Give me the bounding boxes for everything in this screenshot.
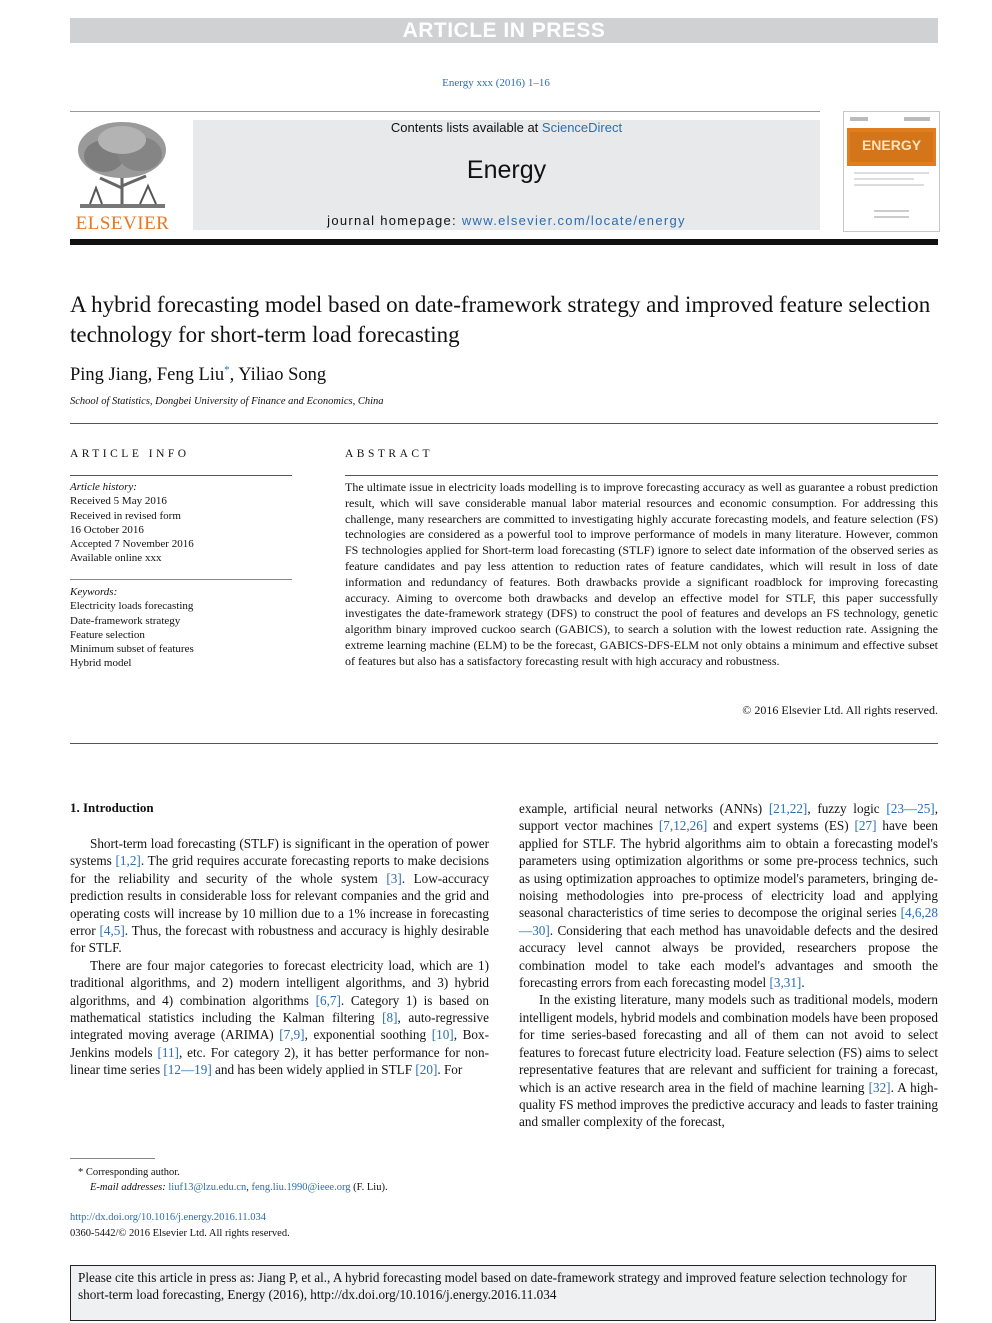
affiliation: School of Statistics, Dongbei University of Finance and Economics, China (70, 396, 384, 407)
ref-link[interactable]: [4,6,28—30] (519, 905, 938, 938)
keywords (70, 585, 292, 671)
keyword: Electricity loads forecasting (70, 600, 194, 613)
footnote-mark: * (78, 1167, 84, 1178)
contents-line (193, 120, 820, 135)
contents-prefix: Contents lists available at (390, 120, 542, 135)
history-item: Received 5 May 2016 (70, 495, 167, 508)
authors-first: Ping Jiang, Feng Liu (70, 365, 225, 386)
ref-link[interactable]: [3,31] (769, 975, 802, 991)
journal-cover[interactable] (843, 111, 940, 232)
right-column (519, 800, 938, 1131)
ref-link[interactable]: [3] (386, 870, 402, 886)
header-rule (70, 111, 820, 112)
intro-paragraph-2-cont: example, artificial neural networks (ANNs) [21,22], fuzzy logic [23—25], support vector machines [7,12,26] and expert systems (ES) [27] have been applied for STLF. The hybrid algorithms aim to obtain a forecasting model's parameters using optimization algorithms or some pre-process technics, such as using optimization approaches to optimize model's parameters, bringing de-noising methodologies into pre-process of electricity load and applying seasonal characteristics of time series to decompose the original series [4,6,28—30]. Considering that each method has unavoidable defects and the desired accuracy level cannot always be provided, researchers propose the combination model to take each model's advantages and smooth the forecasting errors from each forecasting model [3,31]. (519, 801, 938, 991)
ref-link[interactable]: [10] (431, 1027, 454, 1043)
ref-link[interactable]: [7,12,26] (658, 818, 708, 834)
ref-link[interactable]: [32] (868, 1079, 891, 1095)
abstract-heading: ABSTRACT (345, 448, 434, 460)
keyword: Feature selection (70, 628, 145, 641)
corresponding-author-note: Corresponding author. (83, 1167, 180, 1178)
ref-link[interactable]: [23—25] (886, 801, 935, 816)
ref-link[interactable]: [1,2] (115, 853, 141, 869)
ref-link[interactable]: [27] (854, 818, 877, 834)
intro-paragraph-2: There are four major categories to forecast electricity load, which are 1) traditional algorithms, and 2) modern intelligent algorithms, and 3) hybrid algorithms, and 4) combination algorithms [6,7]. Category 1) is based on mathematical statistics including the Kalman filtering [8], auto-regressive integrated moving average (ARIMA) [7,9], exponential soothing [10], Box-Jenkins models [11], etc. For category 2), it has better performance for non-linear time series [12—19] and has been widely applied in STLF [20]. For (70, 957, 489, 1078)
history-item: Received in revised form (70, 509, 181, 522)
section-heading-introduction: 1. Introduction (70, 800, 154, 815)
keyword: Date-framework strategy (70, 614, 181, 627)
ref-link[interactable]: [20] (415, 1062, 438, 1078)
journal-reference[interactable]: Energy xxx (2016) 1–16 (442, 77, 550, 89)
intro-paragraph-3: In the existing literature, many models such as traditional models, modern intelligent models, hybrid models and combination models have been proposed for time series-based forecasting and all of them can not avoid to select features to forecast future electricity load. Feature selection (FS) aims to select representative features that are relevant and sufficient for training a forecast, which is an active research area in the field of machine learning [32]. A high-quality FS method improves the predictive accuracy and leads to faster training and smaller complexity of the forecast, (519, 992, 938, 1130)
keywords-label: Keywords: (70, 586, 118, 598)
doi-link[interactable]: http://dx.doi.org/10.1016/j.energy.2016.11.034 (70, 1212, 266, 1223)
doi-block (70, 1210, 290, 1242)
article-info-rule (70, 475, 292, 476)
cover-word: ENERGY (861, 137, 922, 153)
footnote-rule (70, 1158, 155, 1159)
article-info-heading: ARTICLE INFO (70, 448, 190, 460)
history-label: Article history: (70, 481, 137, 493)
homepage-prefix: journal homepage: (327, 213, 462, 228)
ref-link[interactable]: [21,22] (768, 801, 808, 816)
ref-link[interactable]: [6,7] (315, 992, 341, 1008)
keyword: Minimum subset of features (70, 643, 194, 656)
issn-copyright: 0360-5442/© 2016 Elsevier Ltd. All rights reserved. (70, 1228, 290, 1239)
journal-title: Energy (466, 156, 547, 184)
footnote: * Corresponding author. E-mail addresses: liuf13@lzu.edu.cn, feng.liu.1990@ieee.org (F. Liu). (78, 1167, 388, 1193)
ref-link[interactable]: [4,5] (99, 923, 125, 939)
citation-box: Please cite this article in press as: Jiang P, et al., A hybrid forecasting model based on date-framework strategy and improved feature selection technology for short-term load forecasting, Energy (2016), http://dx.doi.org/10.1016/j.energy.2016.11.034 (70, 1265, 936, 1321)
history-item: Accepted 7 November 2016 (70, 538, 194, 551)
ref-link[interactable]: [8] (382, 1010, 398, 1026)
history-item: 16 October 2016 (70, 523, 144, 536)
ref-link[interactable]: [12—19] (163, 1062, 212, 1078)
header-thick-rule (70, 239, 938, 245)
abstract-text: The ultimate issue in electricity loads modelling is to improve forecasting accuracy as well as guarantee a robust prediction result, which will save considerable manual labor material resources and economic consumption. For addressing this challenge, many researchers are committed to investigating highly accurate forecasting models, and feature selection (FS) technologies are considered as a powerful tool to improve performance of models in many literature. However, common FS technologies applied for Short-term load forecasting (STLF) ignore to select date information of the observed series as feature candidates and pay less attention to reduction rates of feature candidates, which will result in loss of date information and redundancy of features. Both drawbacks provide a significant roadblock for improving forecasting accuracy. Aiming to overcome both drawbacks and develop an effective model for STLF, this paper successfully investigates the date-framework strategy (DFS) to construct the pool of features and develops an FS technology, genetic algorithm binary improved cuckoo search (GABICS), to search a solution with the lowest reduction rate. Assigning the extreme learning machine (ELM) to be the forecast, GABICS-DFS-ELM not only obtains a minimum and effective subset of features but also has a satisfactory forecasting result with high accuracy and robustness. (345, 480, 938, 668)
left-column (70, 835, 489, 1079)
authors (70, 364, 326, 386)
keywords-rule (70, 579, 292, 580)
section-rule (70, 423, 938, 424)
abstract-copyright: © 2016 Elsevier Ltd. All rights reserved. (742, 703, 938, 717)
email-label: E-mail addresses: (90, 1182, 169, 1193)
journal-cover-image (844, 112, 939, 231)
article-title: A hybrid forecasting model based on date-framework strategy and improved feature selection technology for short-term load forecasting (70, 292, 931, 347)
article-history (70, 480, 292, 566)
ref-link[interactable]: [7,9] (279, 1027, 305, 1043)
history-item: Available online xxx (70, 552, 162, 565)
corresponding-author-mark[interactable]: * (224, 364, 230, 376)
abstract-rule (345, 475, 938, 476)
authors-rest: , Yiliao Song (229, 365, 327, 386)
article-in-press-banner: ARTICLE IN PRESS (70, 18, 938, 43)
homepage-line (193, 213, 820, 228)
keyword: Hybrid model (70, 657, 132, 670)
ref-link[interactable]: [11] (157, 1044, 179, 1060)
abstract-end-rule (70, 743, 938, 744)
publisher-wordmark: ELSEVIER (75, 213, 170, 234)
homepage-link[interactable]: www.elsevier.com/locate/energy (461, 213, 686, 228)
email-link[interactable]: feng.liu.1990@ieee.org (251, 1182, 351, 1193)
sciencedirect-link[interactable]: ScienceDirect (541, 120, 623, 135)
intro-paragraph-1: Short-term load forecasting (STLF) is significant in the operation of power systems [1,2]. The grid requires accurate forecasting reports to make decisions for the reliability and security of the whole system [3]. Low-accuracy prediction results in considerable loss for relevant companies and the grid and operating costs will increase by 10 million due to a 1% increase in forecasting error [4,5]. Thus, the forecast with robustness and accuracy is highly desirable for STLF. (70, 836, 489, 956)
email-link[interactable]: liuf13@lzu.edu.cn (168, 1182, 247, 1193)
